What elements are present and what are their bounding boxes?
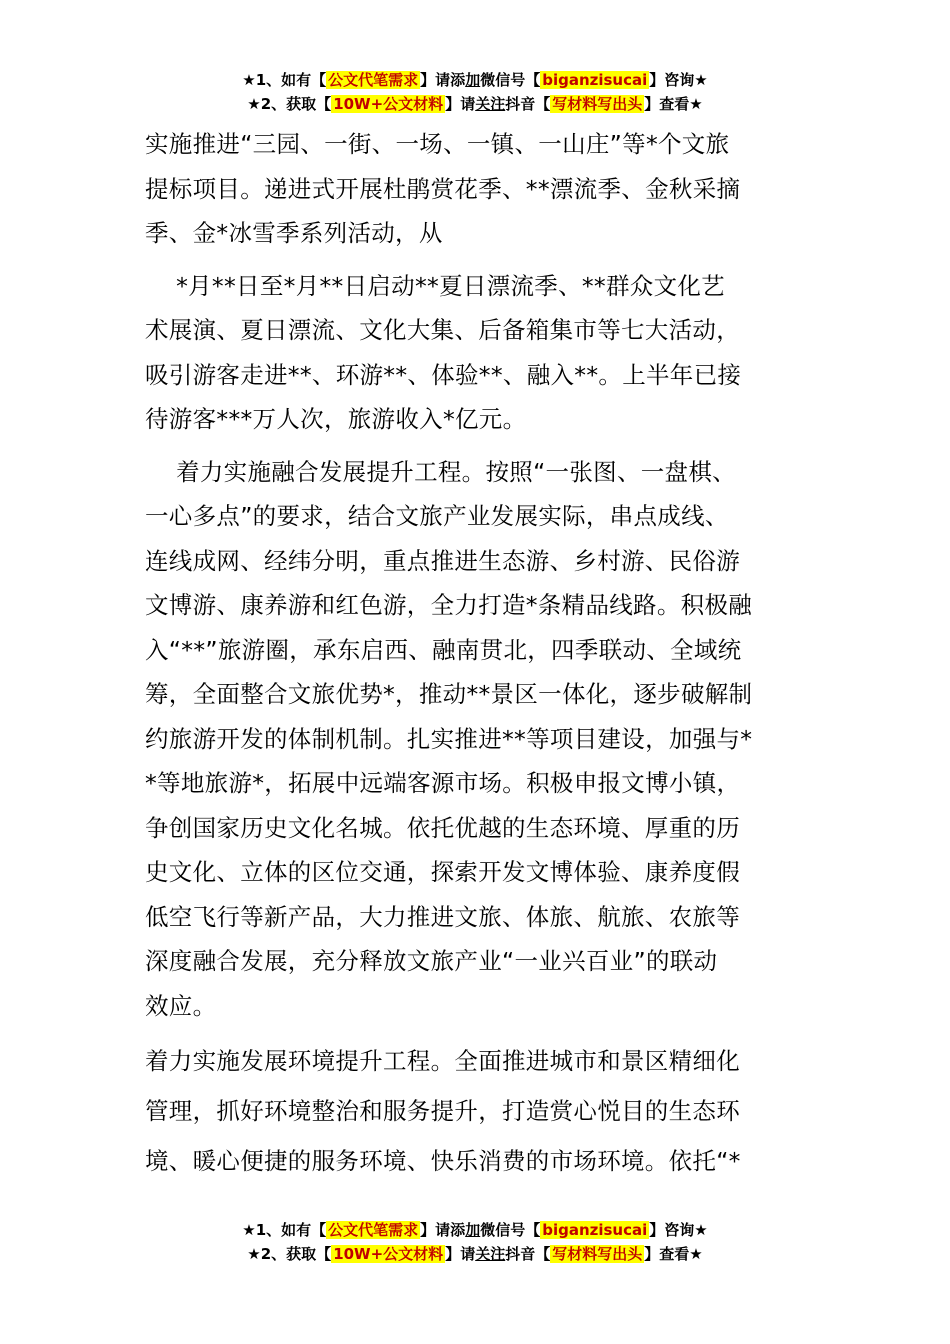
- footer-line-1-mid: 】请添: [420, 1221, 466, 1239]
- paragraph-3: [145, 450, 835, 1029]
- paragraph-line: *等地旅游*，拓展中远端客源市场。积极申报文博小镇，: [145, 769, 741, 797]
- paragraph-line: 着力实施融合发展提升工程。按照“一张图、一盘棋、: [145, 457, 736, 486]
- footer-line-2-suffix: 】查看★: [644, 1245, 703, 1263]
- paragraph-line: 待游客***万人次，旅游收入*亿元。: [145, 405, 527, 433]
- header-line-1-highlight-service: 公文代笔需求: [328, 71, 419, 89]
- paragraph-line: 术展演、夏日漂流、文化大集、后备箱集市等七大活动，: [145, 316, 740, 344]
- footer-banner: [0, 1218, 950, 1266]
- paragraph-2: [145, 264, 835, 442]
- footer-line-1-highlight-service: 公文代笔需求: [328, 1221, 419, 1239]
- paragraph-line: 提标项目。递进式开展杜鹃赏花季、**漂流季、金秋采摘: [145, 174, 741, 203]
- paragraph-line: 入“**”旅游圈，承东启西、融南贯北，四季联动、全域统: [145, 635, 742, 664]
- header-line-2-suffix: 】查看★: [644, 95, 703, 113]
- header-line-2-underlined: 关注: [475, 95, 506, 113]
- header-line-2: [0, 92, 950, 116]
- footer-line-2-prefix: ★2、获取【: [247, 1245, 332, 1263]
- header-line-1-underlined: 加: [465, 71, 481, 89]
- paragraph-4: [145, 1036, 835, 1186]
- paragraph-line: 筹，全面整合文旅优势*，推动**景区一体化，逐步破解制: [145, 680, 753, 708]
- paragraph-line: 连线成网、经纬分明，重点推进生态游、乡村游、民俗游: [145, 546, 740, 575]
- paragraph-line: 管理，抓好环境整治和服务提升，打造赏心悦目的生态环: [145, 1097, 740, 1125]
- footer-line-1: [0, 1218, 950, 1242]
- paragraph-1: [145, 122, 835, 256]
- paragraph-line: 深度融合发展，充分释放文旅产业“一业兴百业”的联动: [145, 947, 718, 975]
- paragraph-line: 约旅游开发的体制机制。扎实推进**等项目建设，加强与*: [145, 724, 753, 753]
- footer-line-2-mid2: 抖音【: [505, 1245, 551, 1263]
- footer-line-2-mid: 】请: [445, 1245, 476, 1263]
- document-body: [145, 122, 835, 1186]
- header-line-2-mid: 】请: [445, 95, 476, 113]
- paragraph-line: 季、金*冰雪季系列活动，从: [145, 219, 443, 247]
- header-line-2-prefix: ★2、获取【: [247, 95, 332, 113]
- paragraph-line: 效应。: [145, 991, 217, 1020]
- footer-line-1-mid2: 微信号【: [480, 1221, 541, 1239]
- header-line-2-highlight-douyin: 写材料写出头: [552, 95, 643, 113]
- footer-line-2-underlined: 关注: [475, 1245, 506, 1263]
- footer-line-2: [0, 1242, 950, 1266]
- paragraph-line: 着力实施发展环境提升工程。全面推进城市和景区精细化: [145, 1047, 740, 1075]
- paragraph-line: 一心多点”的要求，结合文旅产业发展实际，串点成线、: [145, 502, 729, 530]
- header-line-1: [0, 68, 950, 92]
- paragraph-line: 低空飞行等新产品，大力推进文旅、体旅、航旅、农旅等: [145, 902, 740, 931]
- footer-line-1-underlined: 加: [465, 1221, 481, 1239]
- header-banner: [0, 68, 950, 116]
- header-line-1-suffix: 】咨询★: [649, 71, 708, 89]
- header-line-2-highlight-materials: 10W+公文材料: [333, 95, 444, 113]
- paragraph-line: *月**日至*月**日启动**夏日漂流季、**群众文化艺: [145, 271, 725, 300]
- paragraph-line: 文博游、康养游和红色游，全力打造*条精品线路。积极融: [145, 591, 753, 619]
- header-line-1-prefix: ★1、如有【: [242, 71, 327, 89]
- header-line-1-highlight-wechat: biganzisucai: [542, 71, 648, 89]
- footer-line-2-highlight-materials: 10W+公文材料: [333, 1245, 444, 1263]
- paragraph-line: 实施推进“三园、一街、一场、一镇、一山庄”等*个文旅: [145, 130, 730, 158]
- header-line-2-mid2: 抖音【: [505, 95, 551, 113]
- paragraph-line: 史文化、立体的区位交通，探索开发文博体验、康养度假: [145, 858, 740, 886]
- paragraph-line: 争创国家历史文化名城。依托优越的生态环境、厚重的历: [145, 813, 740, 842]
- footer-line-2-highlight-douyin: 写材料写出头: [552, 1245, 643, 1263]
- paragraph-line: 吸引游客走进**、环游**、体验**、融入**。上半年已接: [145, 360, 742, 389]
- footer-line-1-highlight-wechat: biganzisucai: [542, 1221, 648, 1239]
- header-line-1-mid: 】请添: [420, 71, 466, 89]
- footer-line-1-suffix: 】咨询★: [649, 1221, 708, 1239]
- header-line-1-mid2: 微信号【: [480, 71, 541, 89]
- footer-line-1-prefix: ★1、如有【: [242, 1221, 327, 1239]
- paragraph-line: 境、暖心便捷的服务环境、快乐消费的市场环境。依托“*: [145, 1147, 741, 1175]
